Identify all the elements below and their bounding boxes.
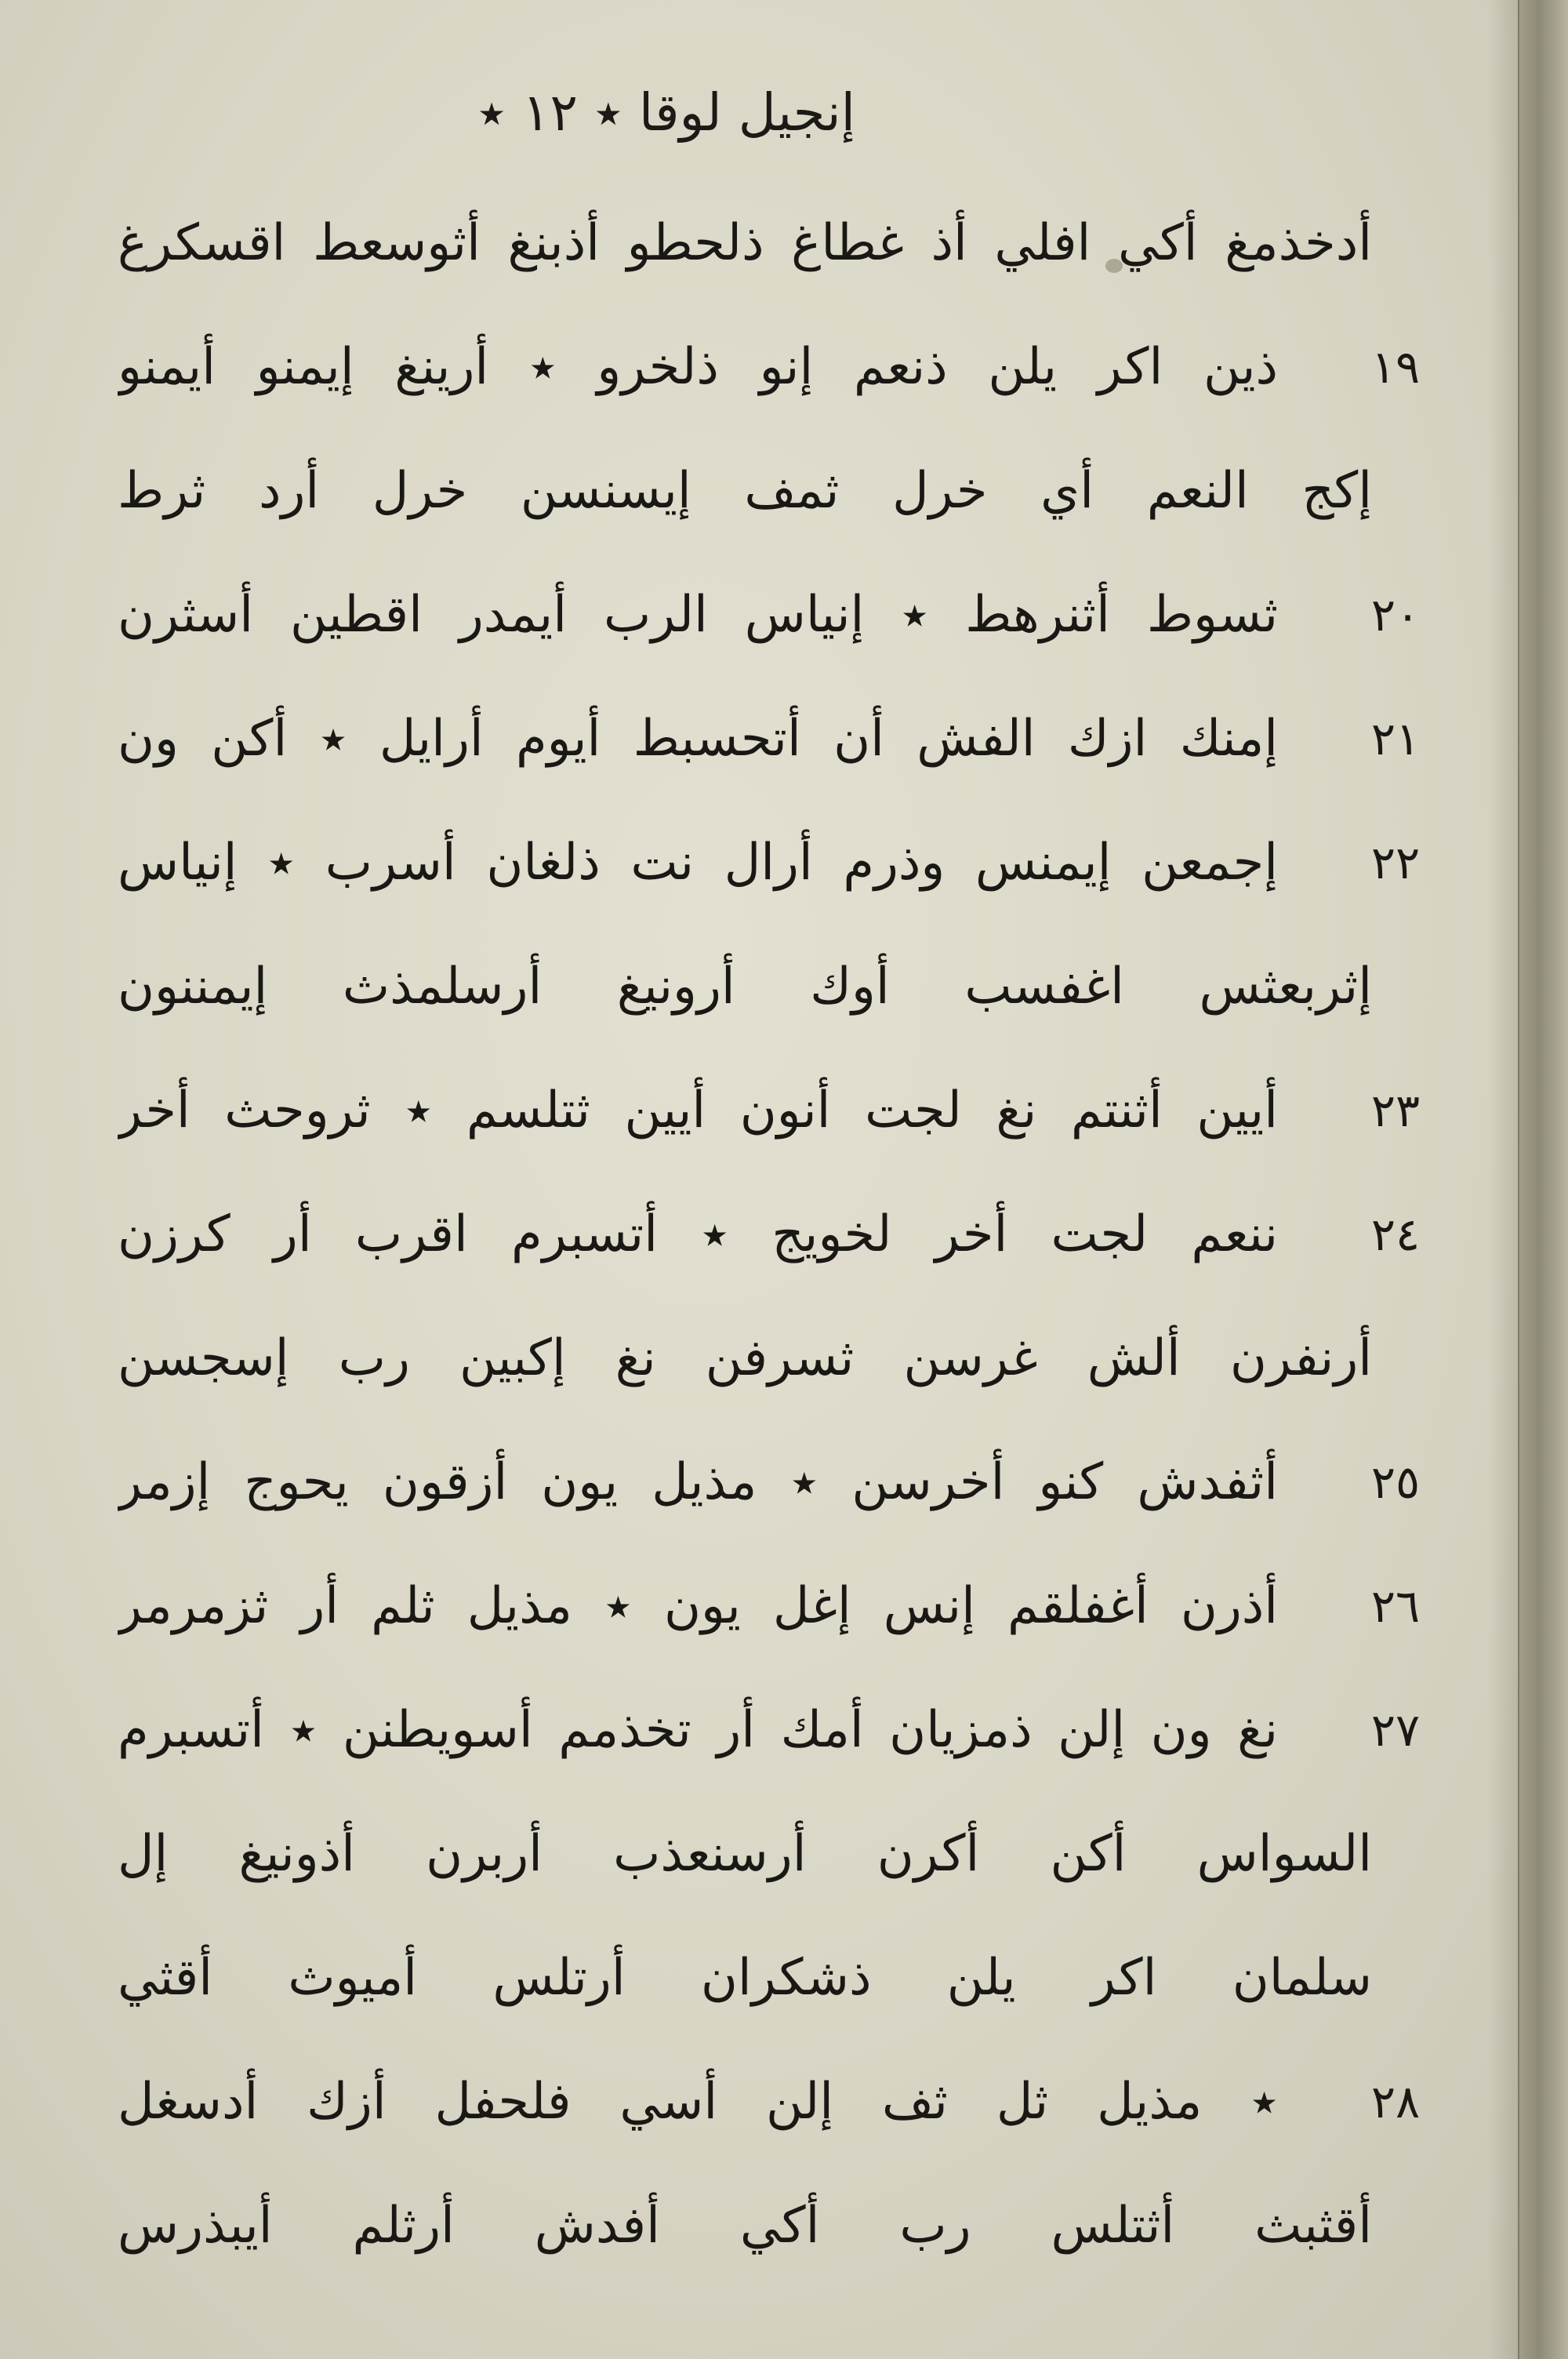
- verse-number: ٢٤: [1370, 1208, 1421, 1261]
- text-line: ننعم لجت أخر لخويج ٭ أتسبرم اقرب أر كرزن: [118, 1205, 1278, 1263]
- text-line: السواس أكن أكرن أرسنعذب أربرن أذونيغ إل: [118, 1825, 1372, 1883]
- running-title: إنجيل لوقا ٭ ١٢ ٭: [477, 82, 855, 143]
- verse-number: ٢٥: [1370, 1456, 1421, 1509]
- verse-number: ١٩: [1370, 340, 1421, 394]
- text-line: أيين أثنتم نغ لجت أنون أيين ثتلسم ٭ ثروحث أخر: [118, 1081, 1278, 1140]
- verse-number: ٢٨: [1370, 2075, 1421, 2128]
- text-line: أثفدش كنو أخرسن ٭ مذيل يون أزقون يحوج إزمر: [118, 1453, 1278, 1511]
- text-line: نغ ون إلن ذمزيان أمك أر تخذمم أسويطنن ٭ أتسبرم: [118, 1701, 1278, 1759]
- verse-number: ٢١: [1370, 712, 1421, 765]
- text-line: إمنك ازك الفش أن أتحسبط أيوم أرايل ٭ أكن ون: [118, 710, 1278, 768]
- text-line: أرنفرن ألش غرسن ثسرفن نغ إكبين رب إسجسن: [118, 1329, 1372, 1387]
- text-line: ٭ مذيل ثل ثف إلن أسي فلحفل أزك أدسغل: [118, 2073, 1278, 2131]
- page-body: [118, 184, 1372, 2333]
- text-line: ثسوط أثنرهط ٭ إنياس الرب أيمدر اقطين أسثرن: [118, 586, 1278, 644]
- verse-number: ٢٦: [1370, 1579, 1421, 1633]
- book-spine: [1518, 0, 1568, 2359]
- verse-number: ٢٣: [1370, 1084, 1421, 1137]
- text-line: إثربعثس اغفسب أوك أرونيغ أرسلمذث إيمننون: [118, 958, 1372, 1016]
- text-line: إجمعن إيمنس وذرم أرال نت ذلغان أسرب ٭ إنياس: [118, 834, 1278, 892]
- verse-number: ٢٠: [1370, 588, 1421, 642]
- verse-number: ٢٢: [1370, 836, 1421, 889]
- text-line: إكج النعم أي خرل ثمف إيسنسن خرل أرد ثرط: [118, 462, 1372, 520]
- text-line: ذين اكر يلن ذنعم إنو ذلخرو ٭ أرينغ إيمنو أيمنو: [118, 338, 1278, 396]
- text-line: أقثبث أثتلس رب أكي أفدش أرثلم أيبذرس: [118, 2197, 1372, 2255]
- text-line: سلمان اكر يلن ذشكران أرتلس أميوث أقثي: [118, 1949, 1372, 2007]
- text-line: أدخذمغ أكي افلي أذ غطاغ ذلحطو أذبنغ أثوسعط اقسكرغ: [118, 214, 1372, 272]
- gutter-shadow: [1488, 0, 1519, 2359]
- verse-number: ٢٧: [1370, 1703, 1421, 1757]
- text-line: أذرن أغفلقم إنس إغل يون ٭ مذيل ثلم أر ثزمرمر: [118, 1577, 1278, 1635]
